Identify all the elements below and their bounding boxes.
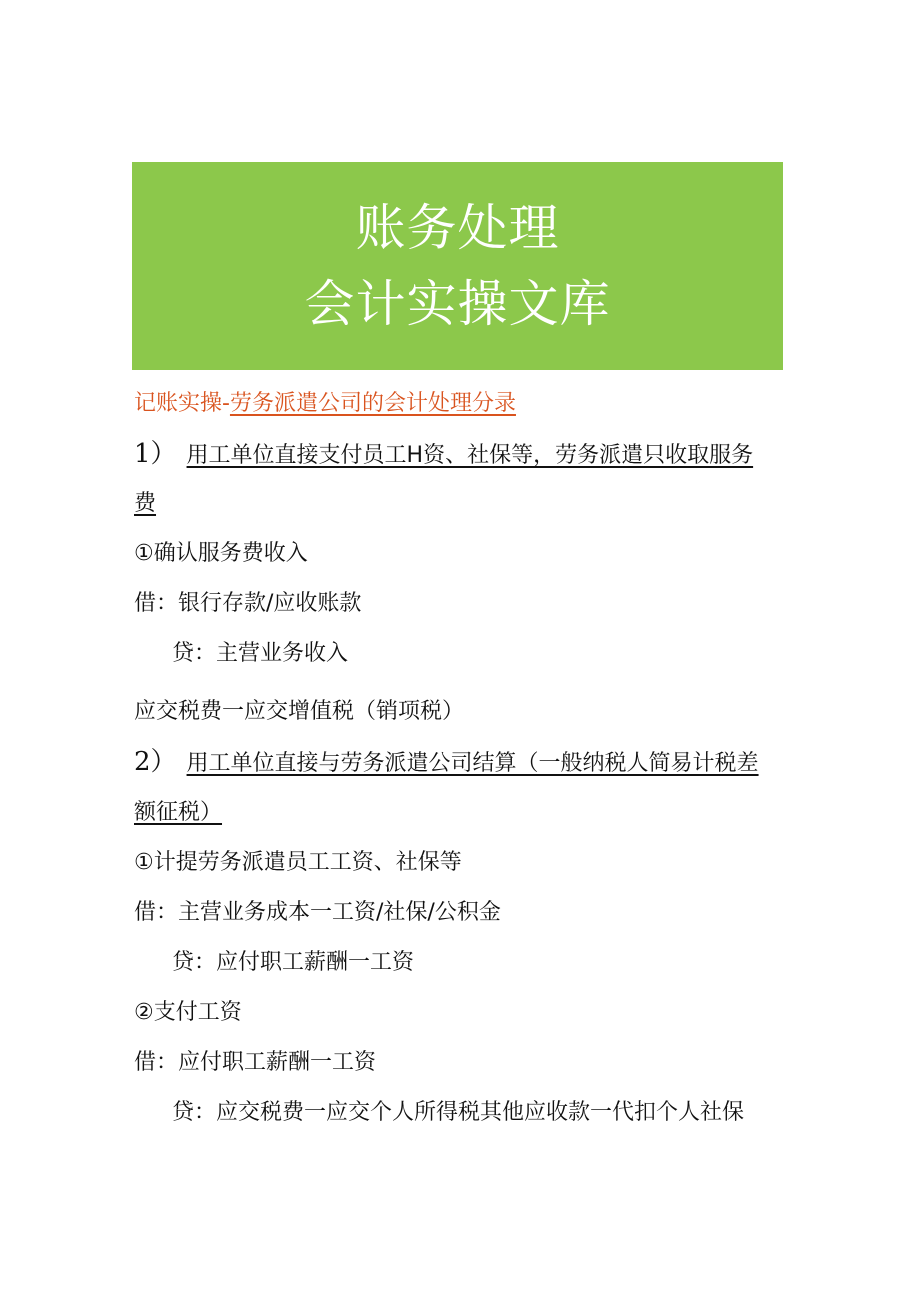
- section1-credit1b: 应交税费一应交增值税（销项税）: [134, 699, 465, 724]
- section1-step1: ①确认服务费收入: [134, 541, 308, 566]
- section1-heading-text: 用工单位直接支付员工H资、社保等，劳务派遣只收取服务: [186, 443, 754, 468]
- banner-title-line2: 会计实操文库: [304, 275, 611, 333]
- title-banner: [132, 162, 783, 370]
- section2-debit1: 借：主营业务成本一工资/社保/公积金: [134, 900, 501, 925]
- section2-credit1: 贷：应付职工薪酬一工资: [172, 950, 415, 975]
- section2-heading-text: 用工单位直接与劳务派遣公司结算（一般纳税人简易计税差: [186, 751, 759, 776]
- section2-step2: ②支付工资: [134, 1000, 242, 1025]
- section1-number: 1）: [134, 439, 177, 469]
- section2-debit2: 借：应付职工薪酬一工资: [134, 1050, 377, 1075]
- banner-title-line1: 账务处理: [355, 199, 560, 257]
- section1-heading-text-cont: 费: [134, 491, 157, 516]
- section2-heading: [134, 746, 759, 780]
- section2-number: 2）: [134, 747, 177, 777]
- section2-step1: ①计提劳务派遣员工工资、社保等: [134, 850, 462, 875]
- section1-heading-cont: [134, 488, 156, 520]
- section1-credit1: 贷：主营业务收入: [172, 641, 349, 666]
- section1-heading: [134, 438, 753, 472]
- subtitle-prefix: 记账实操-: [134, 391, 230, 416]
- document-subtitle: [134, 388, 516, 420]
- section2-heading-text-cont: 额征税）: [134, 800, 223, 825]
- section2-heading-cont: [134, 797, 222, 829]
- section2-credit2: 贷：应交税费一应交个人所得税其他应收款一代扣个人社保: [172, 1100, 745, 1125]
- subtitle-title: 劳务派遣公司的会计处理分录: [229, 391, 516, 416]
- section1-debit1: 借：银行存款/应收账款: [134, 591, 362, 616]
